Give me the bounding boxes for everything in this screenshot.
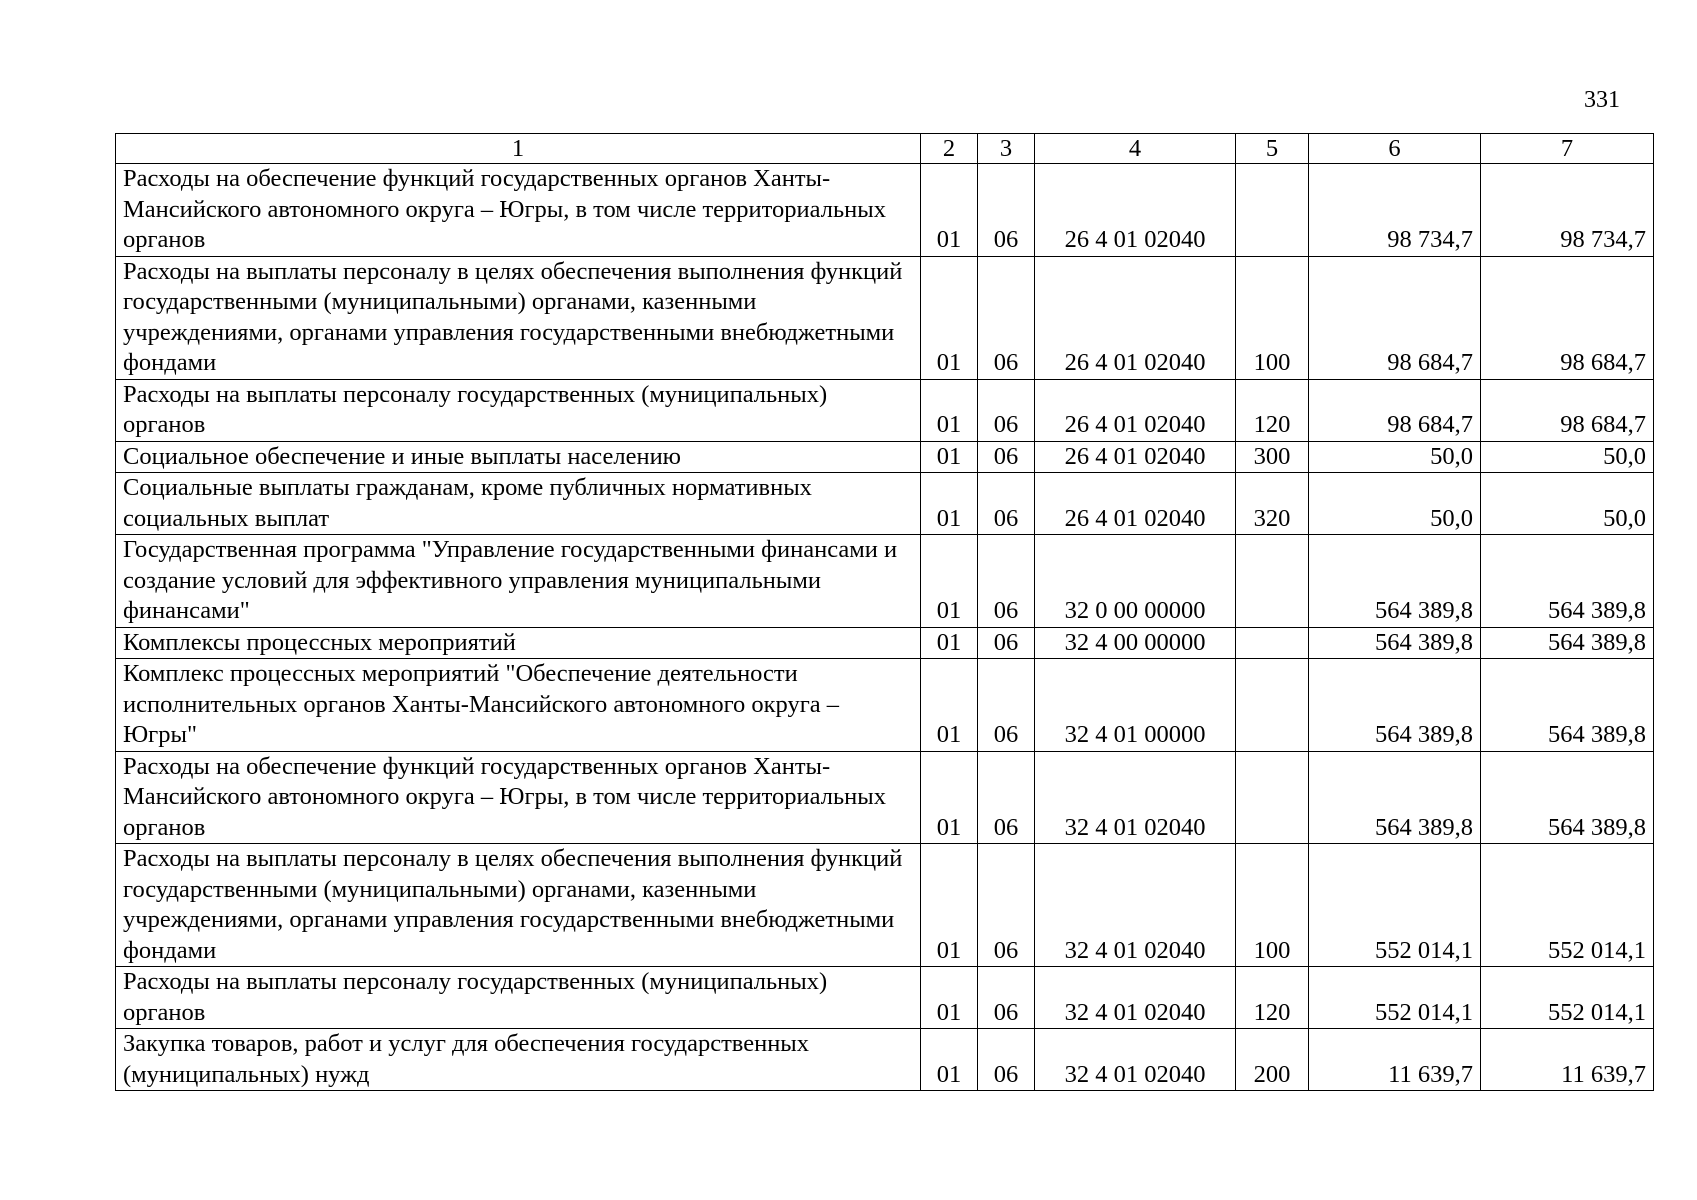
row-amount-1: 552 014,1 [1309,844,1481,967]
row-amount-2: 564 389,8 [1481,751,1654,844]
row-target-article: 26 4 01 02040 [1035,441,1236,473]
row-name: Расходы на выплаты персоналу в целях обеспечения выполнения функций государственными (муниципальными) органами, казенными учреждениями, органами управления государственными внебюджетными фондами [116,256,921,379]
row-amount-1: 564 389,8 [1309,659,1481,752]
row-section: 01 [921,441,978,473]
table-row [116,379,1654,441]
row-name: Расходы на обеспечение функций государственных органов Ханты-Мансийского автономного округа – Югры, в том числе территориальных органов [116,751,921,844]
table-row [116,441,1654,473]
row-subsection: 06 [978,164,1035,257]
row-expense-type: 100 [1236,844,1309,967]
row-amount-2: 50,0 [1481,441,1654,473]
row-section: 01 [921,473,978,535]
table-row [116,659,1654,752]
row-expense-type: 120 [1236,379,1309,441]
row-target-article: 32 4 01 02040 [1035,844,1236,967]
row-target-article: 32 4 01 02040 [1035,1029,1236,1091]
row-target-article: 32 4 01 02040 [1035,751,1236,844]
row-name: Государственная программа "Управление государственными финансами и создание условий для эффективного управления муниципальными финансами" [116,535,921,628]
row-section: 01 [921,967,978,1029]
row-name: Расходы на выплаты персоналу государственных (муниципальных) органов [116,967,921,1029]
row-name: Расходы на выплаты персоналу государственных (муниципальных) органов [116,379,921,441]
table-row [116,751,1654,844]
row-subsection: 06 [978,535,1035,628]
row-section: 01 [921,379,978,441]
row-amount-2: 564 389,8 [1481,627,1654,659]
column-header-6: 6 [1309,134,1481,164]
row-name: Закупка товаров, работ и услуг для обеспечения государственных (муниципальных) нужд [116,1029,921,1091]
row-subsection: 06 [978,473,1035,535]
header-row [116,134,1654,164]
row-amount-2: 98 684,7 [1481,256,1654,379]
row-amount-2: 552 014,1 [1481,967,1654,1029]
table-row [116,844,1654,967]
row-target-article: 32 4 01 02040 [1035,967,1236,1029]
row-amount-1: 564 389,8 [1309,627,1481,659]
table-row [116,967,1654,1029]
row-target-article: 32 0 00 00000 [1035,535,1236,628]
row-section: 01 [921,256,978,379]
table-row [116,473,1654,535]
row-target-article: 32 4 00 00000 [1035,627,1236,659]
column-header-4: 4 [1035,134,1236,164]
row-amount-1: 11 639,7 [1309,1029,1481,1091]
row-expense-type [1236,751,1309,844]
row-amount-2: 11 639,7 [1481,1029,1654,1091]
row-amount-1: 564 389,8 [1309,535,1481,628]
table-row [116,164,1654,257]
row-subsection: 06 [978,751,1035,844]
row-name: Расходы на обеспечение функций государственных органов Ханты-Мансийского автономного округа – Югры, в том числе территориальных органов [116,164,921,257]
column-header-7: 7 [1481,134,1654,164]
row-amount-2: 50,0 [1481,473,1654,535]
row-amount-1: 564 389,8 [1309,751,1481,844]
row-target-article: 26 4 01 02040 [1035,164,1236,257]
row-amount-1: 98 734,7 [1309,164,1481,257]
row-section: 01 [921,751,978,844]
row-amount-2: 564 389,8 [1481,535,1654,628]
row-subsection: 06 [978,627,1035,659]
row-name: Расходы на выплаты персоналу в целях обеспечения выполнения функций государственными (муниципальными) органами, казенными учреждениями, органами управления государственными внебюджетными фондами [116,844,921,967]
table-row [116,627,1654,659]
row-name: Социальные выплаты гражданам, кроме публичных нормативных социальных выплат [116,473,921,535]
row-name: Социальное обеспечение и иные выплаты населению [116,441,921,473]
row-amount-1: 98 684,7 [1309,256,1481,379]
row-name: Комплексы процессных мероприятий [116,627,921,659]
row-section: 01 [921,659,978,752]
row-section: 01 [921,844,978,967]
row-subsection: 06 [978,1029,1035,1091]
row-amount-2: 564 389,8 [1481,659,1654,752]
row-expense-type: 300 [1236,441,1309,473]
row-subsection: 06 [978,844,1035,967]
column-header-1: 1 [116,134,921,164]
page-number: 331 [1584,87,1620,113]
row-expense-type: 120 [1236,967,1309,1029]
table-row [116,535,1654,628]
row-expense-type: 320 [1236,473,1309,535]
row-subsection: 06 [978,256,1035,379]
column-header-2: 2 [921,134,978,164]
row-amount-2: 552 014,1 [1481,844,1654,967]
row-expense-type [1236,659,1309,752]
budget-table [115,133,1654,1091]
column-header-3: 3 [978,134,1035,164]
row-amount-2: 98 734,7 [1481,164,1654,257]
row-section: 01 [921,627,978,659]
row-amount-1: 50,0 [1309,441,1481,473]
row-subsection: 06 [978,659,1035,752]
row-amount-2: 98 684,7 [1481,379,1654,441]
row-target-article: 26 4 01 02040 [1035,379,1236,441]
row-name: Комплекс процессных мероприятий "Обеспечение деятельности исполнительных органов Ханты-Мансийского автономного округа – Югры" [116,659,921,752]
row-section: 01 [921,1029,978,1091]
row-expense-type [1236,627,1309,659]
row-subsection: 06 [978,379,1035,441]
table-row [116,256,1654,379]
row-subsection: 06 [978,441,1035,473]
row-expense-type [1236,535,1309,628]
row-expense-type [1236,164,1309,257]
row-section: 01 [921,164,978,257]
table-row [116,1029,1654,1091]
column-header-5: 5 [1236,134,1309,164]
row-section: 01 [921,535,978,628]
row-expense-type: 100 [1236,256,1309,379]
row-amount-1: 98 684,7 [1309,379,1481,441]
row-expense-type: 200 [1236,1029,1309,1091]
row-amount-1: 50,0 [1309,473,1481,535]
row-target-article: 26 4 01 02040 [1035,256,1236,379]
row-amount-1: 552 014,1 [1309,967,1481,1029]
row-subsection: 06 [978,967,1035,1029]
row-target-article: 26 4 01 02040 [1035,473,1236,535]
row-target-article: 32 4 01 00000 [1035,659,1236,752]
